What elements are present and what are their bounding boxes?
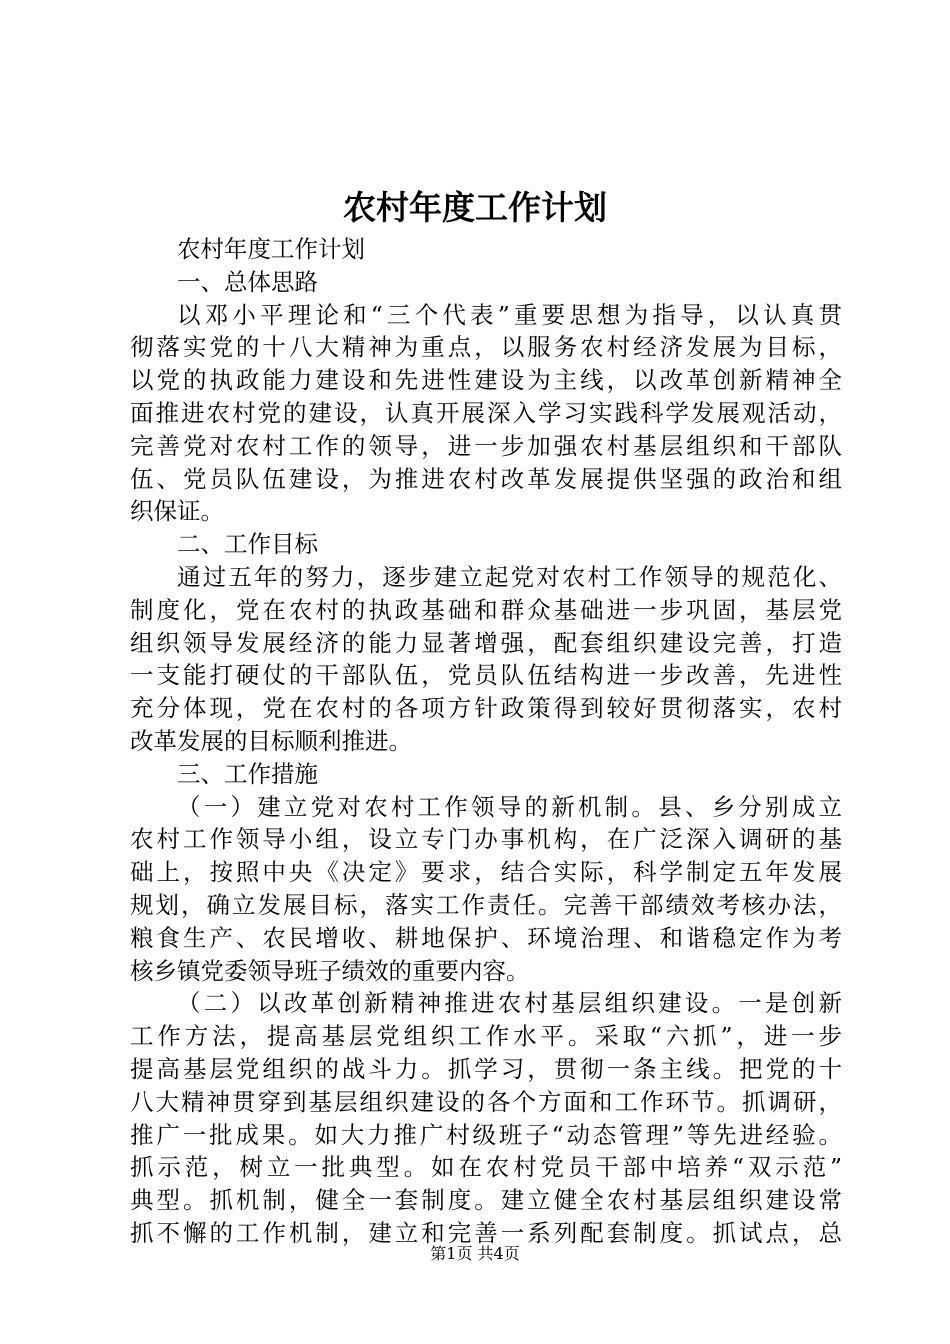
body-line: 以邓小平理论和“三个代表”重要思想为指导，以认真贯: [177, 300, 842, 329]
document-body: [130, 233, 842, 1250]
body-line: 提高基层党组织的战斗力。抓学习，贯彻一条主线。把党的十: [130, 1054, 842, 1083]
body-line: 八大精神贯穿到基层组织建设的各个方面和工作环节。抓调研，: [130, 1087, 842, 1116]
document-title: 农村年度工作计划: [343, 188, 607, 227]
page-footer: 第1页 共4页: [430, 1244, 520, 1263]
body-line: 工作方法，提高基层党组织工作水平。采取“六抓”，进一步: [130, 1022, 842, 1051]
body-line: 完善党对农村工作的领导，进一步加强农村基层组织和干部队: [130, 431, 842, 460]
body-line: 伍、党员队伍建设，为推进农村改革发展提供坚强的政治和组: [130, 464, 842, 493]
body-line: 础上，按照中央《决定》要求，结合实际，科学制定五年发展: [130, 858, 842, 887]
body-line: 规划，确立发展目标，落实工作责任。完善干部绩效考核办法，: [130, 890, 842, 919]
body-line: 织保证。: [130, 497, 224, 526]
body-line: 农村工作领导小组，设立专门办事机构，在广泛深入调研的基: [130, 825, 842, 854]
body-line: 三、工作措施: [177, 759, 318, 788]
body-line: 推广一批成果。如大力推广村级班子“动态管理”等先进经验。: [130, 1120, 842, 1149]
body-line: 面推进农村党的建设，认真开展深入学习实践科学发展观活动，: [130, 398, 842, 427]
body-line: 一支能打硬仗的干部队伍，党员队伍结构进一步改善，先进性: [130, 661, 842, 690]
body-line: 制度化，党在农村的执政基础和群众基础进一步巩固，基层党: [130, 595, 842, 624]
body-line: 通过五年的努力，逐步建立起党对农村工作领导的规范化、: [177, 562, 842, 591]
body-line: 农村年度工作计划: [177, 235, 365, 263]
body-line: 抓不懈的工作机制，建立和完善一系列配套制度。抓试点，总: [130, 1218, 842, 1247]
body-line: 二、工作目标: [177, 530, 318, 559]
body-line: 充分体现，党在农村的各项方针政策得到较好贯彻落实，农村: [130, 694, 842, 723]
body-line: 粮食生产、农民增收、耕地保护、环境治理、和谐稳定作为考: [130, 923, 842, 952]
body-line: 彻落实党的十八大精神为重点，以服务农村经济发展为目标，: [130, 333, 842, 362]
body-line: 以党的执政能力建设和先进性建设为主线，以改革创新精神全: [130, 366, 842, 395]
body-line: 一、总体思路: [177, 267, 318, 296]
body-line: 组织领导发展经济的能力显著增强，配套组织建设完善，打造: [130, 628, 842, 657]
body-line: （二）以改革创新精神推进农村基层组织建设。一是创新: [177, 989, 842, 1018]
body-line: （一）建立党对农村工作领导的新机制。县、乡分别成立: [177, 792, 842, 821]
body-line: 抓示范，树立一批典型。如在农村党员干部中培养“双示范”: [130, 1153, 842, 1182]
body-line: 典型。抓机制，健全一套制度。建立健全农村基层组织建设常: [130, 1186, 842, 1215]
body-line: 改革发展的目标顺利推进。: [130, 726, 412, 755]
body-line: 核乡镇党委领导班子绩效的重要内容。: [130, 956, 530, 985]
